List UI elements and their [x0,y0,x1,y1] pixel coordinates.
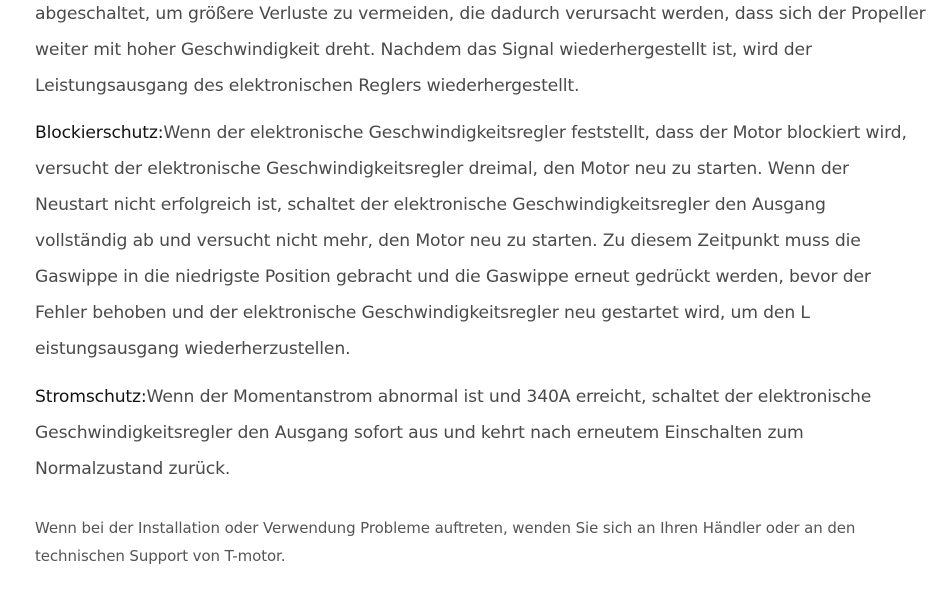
signal-loss-paragraph: abgeschaltet, um größere Verluste zu vermeiden, die dadurch verursacht werden, dass sich der Propeller weiter mit hoher Geschwindigkeit dreht. Nachdem das Signal wiederhergestellt ist, wird der Leistungsausgang des elektronischen Reglers wiederhergestellt. [35,4,926,96]
current-protection-term: Stromschutz: [35,387,147,407]
current-protection-paragraph [35,379,871,487]
stall-protection-text: Wenn der elektronische Geschwindigkeitsregler feststellt, dass der Motor blockiert wird, versucht der elektronische Geschwindigkeitsregler dreimal, den Motor neu zu starten. Wenn der Neustart nicht erfolgreich ist, schaltet der elektronische Geschwindigkeitsregler den Ausgang vollständig ab und versucht nicht mehr, den Motor neu zu starten. Zu diesem Zeitpunkt muss die Gaswippe in die niedrigste Position gebracht und die Gaswippe erneut gedrückt werden, bevor der Fehler behoben und der elektronische Geschwindigkeitsregler neu gestartet wird, um den L eistungsausgang wiederherzustellen. [35,123,907,359]
current-protection-text: Wenn der Momentanstrom abnormal ist und 340A erreicht, schaltet der elektronische Geschwindigkeitsregler den Ausgang sofort aus und kehrt nach erneutem Einschalten zum Normalzustand zurück. [35,387,872,479]
support-note: Wenn bei der Installation oder Verwendung Probleme auftreten, wenden Sie sich an Ihren Händler oder an den technischen Support von T-motor. [35,519,856,565]
stall-protection-paragraph [35,115,907,367]
stall-protection-term: Blockierschutz: [35,123,164,143]
